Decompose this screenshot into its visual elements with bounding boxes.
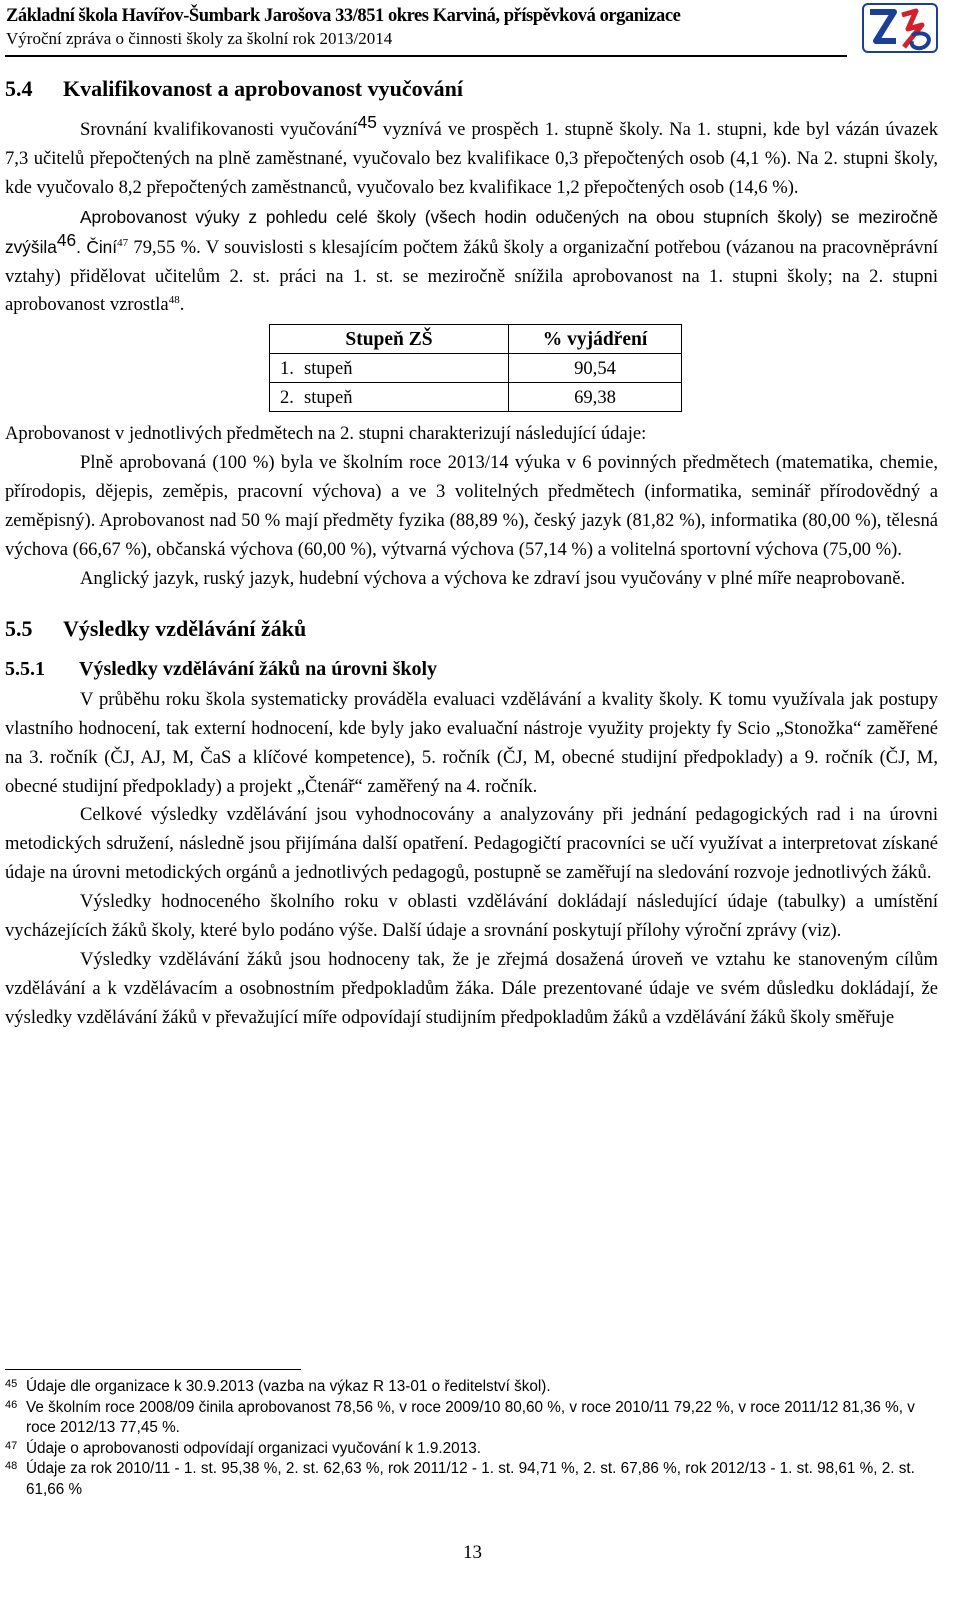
footnote: 45 Údaje dle organizace k 30.9.2013 (vazba na výkaz R 13-01 o ředitelství škol). <box>5 1378 551 1395</box>
table-cell: 69,38 <box>509 383 682 412</box>
footnote-ref[interactable]: 46 <box>56 229 77 250</box>
footnotes <box>5 1377 938 1500</box>
paragraph: V průběhu roku škola systematicky prováděla evaluaci vzdělávání a kvality školy. K tomu využívala jak postupy vlastního hodnocení, tak externí hodnocení, kde byly jako evaluační nástroje využity projekty fy Scio „Stonožka“ zaměřené na 3. ročník (ČJ, AJ, M, ČaS a klíčové kompetence), 5. ročník (ČJ, M, obecné studijní předpoklady) a 9. ročník (ČJ, M, obecné studijní předpoklady) a projekt „Čtenář“ zaměřený na 4. ročník. <box>5 688 938 797</box>
paragraph: Anglický jazyk, ruský jazyk, hudební výchova a výchova ke zdraví jsou vyučovány v plné míře neaprobovaně. <box>80 567 906 589</box>
main-content <box>5 74 938 1033</box>
footnote-ref[interactable]: 47 <box>117 236 129 249</box>
footnote: 47 Údaje o aprobovanosti odpovídají organizaci vyučování k 1.9.2013. <box>5 1439 481 1457</box>
table-cell: 1. stupeň <box>270 354 509 383</box>
header-title: Základní škola Havířov-Šumbark Jarošova 33/851 okres Karviná, příspěvková organizace <box>6 6 681 26</box>
paragraph: Aprobovanost výuky z pohledu celé školy (všech hodin odučených na obou stupních školy) se meziročně zvýšila$^{46}$. Činí$^{47}$ 79,55 %. V souvislosti s klesajícím počtem žáků školy a organizační potřebou (vázanou na pracovněprávní vztahy) přidělovat učitelům 2. st. práci na 1. st. se meziročně snížila aprobovanost na 1. stupni školy; na 2. stupni aprobovanost vzrostla$^{48}$. <box>5 206 938 316</box>
paragraph: Srovnání kvalifikovanosti vyučování$^{45}$ vyznívá ve prospěch 1. stupně školy. Na 1. stupni, kde byl vázán úvazek 7,3 učitelů přepočtených na plně zaměstnané, vyučovalo bez kvalifikace 0,3 přepočtených osob (4,1 %). Na 2. stupni školy, kde vyučovalo 8,2 přepočtených zaměstnanců, vyučovalo bez kvalifikace 1,2 přepočtených osob (14,6 %). <box>5 111 939 198</box>
paragraph: Výsledky hodnoceného školního roku v oblasti vzdělávání dokládají následující údaje (tabulky) a umístění vycházejících žáků školy, které bylo podáno výše. Další údaje a srovnání poskytují přílohy výroční zprávy (viz). <box>5 891 938 942</box>
section-heading-5-5: 5.5 Výsledky vzdělávání žáků <box>5 615 307 641</box>
table-row <box>270 383 682 412</box>
paragraph: Výsledky vzdělávání žáků jsou hodnoceny tak, že je zřejmá dosažená úroveň ve vztahu ke stanoveným cílům vzdělávání a k vzdělávacím a osobnostním předpokladům žáka. Dále prezentované údaje ve svém důsledku dokládají, že výsledky vzdělávání žáků v převažující míře odpovídají studijním předpokladům žáků a vzdělávání žáků školy směřuje <box>5 948 938 1028</box>
footnote: 46 Ve školním roce 2008/09 činila aprobovanost 78,56 %, v roce 2009/10 80,60 %, v roce 2010/11 79,22 %, v roce 2011/12 81,36 %, v roce 2012/13 77,45 %. <box>5 1398 915 1436</box>
header-subtitle: Výroční zpráva o činnosti školy za školní rok 2013/2014 <box>6 29 393 48</box>
table-cell: 2. stupeň <box>270 383 509 412</box>
school-logo-icon <box>862 3 938 53</box>
table-cell: 90,54 <box>509 354 682 383</box>
table-header-cell: % vyjádření <box>509 325 682 354</box>
page-number: 13 <box>463 1542 482 1563</box>
table-header-row <box>270 325 682 354</box>
section-heading-5-4: 5.4 Kvalifikovanost a aprobovanost vyučování <box>5 76 463 101</box>
aprobovanost-table <box>269 324 682 412</box>
footnote-divider <box>5 1369 301 1370</box>
paragraph: Aprobovanost v jednotlivých předmětech na 2. stupni charakterizují následující údaje: <box>5 423 647 445</box>
footnote-ref[interactable]: 48 <box>168 294 180 307</box>
paragraph: Celkové výsledky vzdělávání jsou vyhodnocovány a analyzovány při jednání pedagogických rad i na úrovni metodických sdružení, následně jsou přijímána další opatření. Pedagogičtí pracovníci se učí využívat a interpretovat získané údaje na úrovni metodických orgánů a jednotlivých pedagogů, postupně se zaměřují na sledování rozvoje jednotlivých žáků. <box>5 804 938 884</box>
table-row <box>270 354 682 383</box>
footnote: 48 Údaje za rok 2010/11 - 1. st. 95,38 %, 2. st. 62,63 %, rok 2011/12 - 1. st. 94,71 %, 2. st. 67,86 %, rok 2012/13 - 1. st. 98,61 %, 2. st. 61,66 % <box>5 1460 915 1498</box>
table-header-cell: Stupeň ZŠ <box>270 325 509 354</box>
section-heading-5-5-1: 5.5.1 Výsledky vzdělávání žáků na úrovni školy <box>5 657 438 680</box>
footnote-ref[interactable]: 45 <box>357 111 377 132</box>
header-divider <box>5 55 847 57</box>
paragraph: Plně aprobovaná (100 %) byla ve školním roce 2013/14 výuka v 6 povinných předmětech (matematika, chemie, přírodopis, dějepis, zeměpis, pracovní výchova) a ve 3 volitelných předmětech (informatika, seminář přírodovědný a zeměpisný). Aprobovanost nad 50 % mají předměty fyzika (88,89 %), český jazyk (81,82 %), informatika (80,00 %), tělesná výchova (66,67 %), občanská výchova (60,00 %), výtvarná výchova (57,14 %) a volitelná sportovní výchova (75,00 %). <box>5 452 938 560</box>
page-header <box>6 4 846 50</box>
